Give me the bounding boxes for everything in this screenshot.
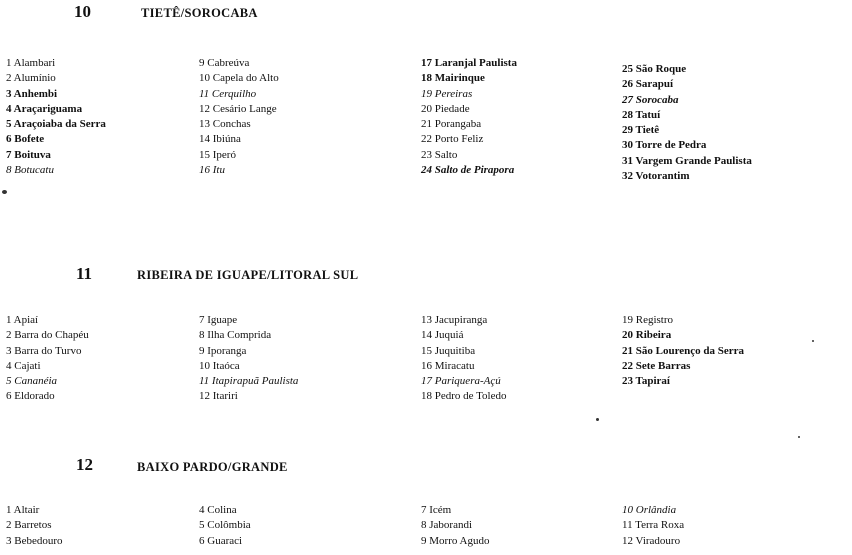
list-item: 18 Mairinque — [421, 72, 485, 85]
municipality-column — [421, 503, 489, 549]
list-item: 10 Orlândia — [622, 504, 677, 516]
list-item: 12 Itariri — [199, 390, 238, 403]
list-item: 9 Iporanga — [199, 344, 247, 357]
list-item: 6 Bofete — [6, 133, 45, 146]
list-item: 5 Cananéia — [6, 375, 58, 388]
section-title: BAIXO PARDO/GRANDE — [137, 460, 288, 474]
scan-speck — [812, 340, 814, 342]
list-item: 31 Vargem Grande Paulista — [622, 154, 752, 167]
list-item: 16 Miracatu — [421, 359, 475, 372]
list-item: 2 Alumínio — [6, 72, 56, 85]
list-item: 11 Itapirapuã Paulista — [199, 375, 299, 388]
list-item: 4 Colina — [199, 504, 237, 516]
list-item: 9 Morro Agudo — [421, 534, 490, 547]
municipality-column — [622, 313, 744, 389]
list-item: 24 Salto de Pirapora — [421, 164, 515, 177]
list-item: 23 Salto — [421, 148, 458, 161]
list-item: 2 Barretos — [6, 519, 52, 532]
list-item: 25 São Roque — [622, 63, 687, 75]
list-item: 2 Barra do Chapéu — [6, 329, 89, 342]
list-item: 17 Laranjal Paulista — [421, 57, 517, 69]
list-item: 14 Ibiúna — [199, 133, 241, 146]
list-item: 6 Eldorado — [6, 390, 55, 403]
list-item: 16 Itu — [199, 164, 225, 177]
list-item: 3 Anhembi — [6, 87, 58, 100]
list-item: 32 Votorantim — [622, 170, 690, 183]
list-item: 7 Boituva — [6, 148, 51, 161]
list-item: 30 Torre de Pedra — [622, 139, 707, 152]
section-number: 12 — [76, 455, 93, 474]
list-item: 22 Sete Barras — [622, 359, 691, 372]
list-item: 28 Tatuí — [622, 108, 661, 121]
list-item: 20 Ribeira — [622, 329, 672, 342]
list-item: 11 Terra Roxa — [622, 519, 685, 532]
list-item: 6 Guaraci — [199, 534, 243, 547]
section-number: 10 — [74, 2, 91, 21]
list-item: 15 Juquitiba — [421, 344, 476, 357]
list-item: 22 Porto Feliz — [421, 133, 484, 146]
scan-speck — [2, 190, 7, 194]
list-item: 19 Pereiras — [421, 87, 473, 100]
municipality-column — [6, 313, 89, 405]
list-item: 19 Registro — [622, 314, 674, 326]
scan-speck — [596, 418, 599, 421]
list-item: 21 São Lourenço da Serra — [622, 344, 745, 357]
list-item: 23 Tapiraí — [622, 375, 670, 388]
list-item: 9 Cabreúva — [199, 57, 250, 69]
section-title: TIETÊ/SOROCABA — [141, 6, 258, 20]
list-item: 4 Cajati — [6, 359, 41, 372]
list-item: 8 Ilha Comprida — [199, 329, 272, 342]
list-item: 5 Colômbia — [199, 519, 251, 532]
list-item: 1 Altair — [6, 504, 40, 516]
municipality-column — [6, 56, 106, 178]
municipality-column — [622, 62, 752, 184]
municipality-column — [421, 313, 507, 405]
list-item: 7 Iguape — [199, 314, 238, 326]
list-item: 1 Apiaí — [6, 314, 39, 326]
list-item: 13 Conchas — [199, 118, 251, 131]
list-item: 8 Botucatu — [6, 164, 54, 177]
list-item: 5 Araçoiaba da Serra — [6, 118, 106, 131]
municipality-column — [622, 503, 684, 549]
municipality-column — [199, 56, 279, 178]
list-item: 21 Porangaba — [421, 118, 482, 131]
municipality-column — [421, 56, 517, 178]
list-item: 8 Jaborandi — [421, 519, 473, 532]
list-item: 12 Cesário Lange — [199, 102, 277, 115]
list-item: 20 Piedade — [421, 102, 470, 115]
list-item: 13 Jacupiranga — [421, 314, 488, 326]
list-item: 3 Bebedouro — [6, 534, 63, 547]
municipality-column — [6, 503, 63, 549]
list-item: 11 Cerquilho — [199, 87, 257, 100]
list-item: 10 Itaóca — [199, 359, 240, 372]
list-item: 27 Sorocaba — [622, 93, 679, 106]
list-item: 10 Capela do Alto — [199, 72, 279, 85]
municipality-column — [199, 313, 298, 405]
section-title: RIBEIRA DE IGUAPE/LITORAL SUL — [137, 268, 359, 282]
list-item: 12 Viradouro — [622, 534, 681, 547]
list-item: 7 Icém — [421, 504, 452, 516]
list-item: 17 Pariquera-Açú — [421, 375, 501, 388]
scan-speck — [798, 436, 800, 438]
list-item: 1 Alambari — [6, 57, 56, 69]
list-item: 4 Araçariguama — [6, 102, 83, 115]
list-item: 26 Sarapuí — [622, 78, 674, 91]
list-item: 18 Pedro de Toledo — [421, 390, 507, 403]
section-number: 11 — [76, 264, 93, 283]
list-item: 15 Iperó — [199, 148, 236, 161]
list-item: 14 Juquiá — [421, 329, 464, 342]
list-item: 3 Barra do Turvo — [6, 344, 82, 357]
municipality-column — [199, 503, 251, 549]
list-item: 29 Tietê — [622, 124, 660, 137]
